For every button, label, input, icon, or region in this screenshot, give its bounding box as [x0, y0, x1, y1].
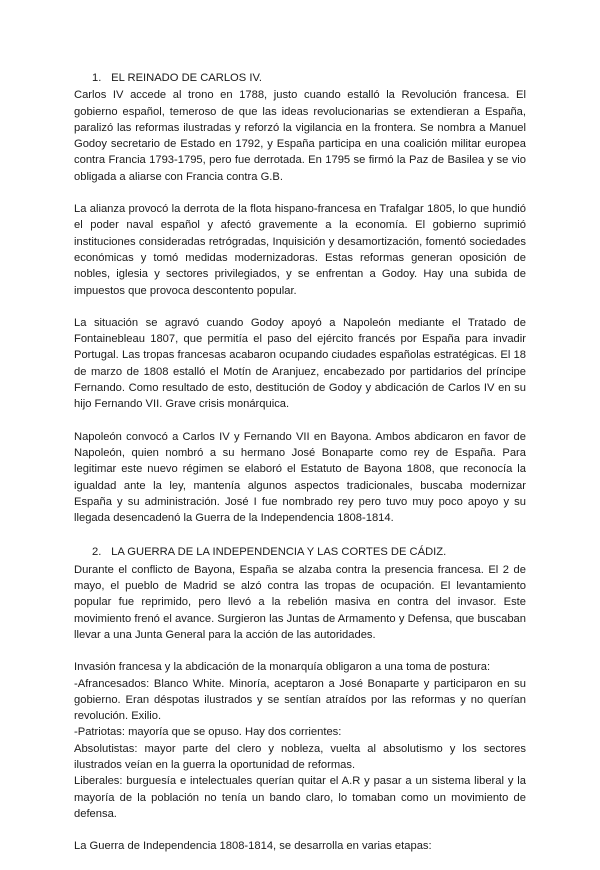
section-2-title: LA GUERRA DE LA INDEPENDENCIA Y LAS CORTES DE CÁDIZ.: [111, 546, 447, 559]
postures-intro: Invasión francesa y la abdicación de la monarquía obligaron a una toma de postura:: [74, 661, 491, 674]
section-1-paragraph-2: La alianza provocó la derrota de la flota hispano-francesa en Trafalgar 1805, lo que hundió el poder naval español y afectó gravemente a la economía. El gobierno suprimió instituciones consideradas retrógradas, Inquisición y desamortización, fomentó sociedades económicas y tomó medidas modernizadoras. Estas reformas generan oposición de nobles, iglesia y sectores privilegiados, y se enfrentan a Godoy. Hay una subida de impuestos que provoca descontento popular.: [74, 203, 526, 297]
liberales-text: Liberales: burguesía e intelectuales querían quitar el A.R y pasar a un sistema liberal y la mayoría de la población no tenía un bando claro, lo tomaban como un movimiento de defensa.: [74, 775, 526, 820]
section-1-paragraph-3: La situación se agravó cuando Godoy apoyó a Napoleón mediante el Tratado de Fontainebleau 1807, que permitía el paso del ejército francés por España para invadir Portugal. Las tropas francesas acabaron ocupando ciudades españolas estratégicas. El 18 de marzo de 1808 estalló el Motín de Aranjuez, encabezado por partidarios del príncipe Fernando. Como resultado de esto, destitución de Godoy y abdicación de Carlos IV en su hijo Fernando VII. Grave crisis monárquica.: [74, 316, 526, 411]
closing-paragraph: La Guerra de Independencia 1808-1814, se desarrolla en varias etapas:: [74, 840, 432, 853]
section-1-paragraph-4: Napoleón convocó a Carlos IV y Fernando VII en Bayona. Ambos abdicaron en favor de Napoleón, quien nombró a su hermano José Bonaparte como rey de España. Para legitimar este nuevo régimen se elaboró el Estatuto de Bayona 1808, que reconocía la igualdad ante la ley, mantenía algunos aspectos tradicionales, buscaba modernizar España y su administración. José I fue nombrado rey pero tuvo muy poco apoyo y su llegada desencadenó la Guerra de la Independencia 1808-1814.: [74, 430, 526, 525]
section-1-paragraph-1: Carlos IV accede al trono en 1788, justo cuando estalló la Revolución francesa. El gobierno español, temeroso de que las ideas revolucionarias se extendieran a España, paralizó las reformas ilustradas y reforzó la vigilancia en la frontera. Se nombra a Manuel Godoy secretario de Estado en 1792, y España participa en una coalición militar europea contra Francia 1793-1795, pero fue derrotada. En 1795 se firmó la Paz de Basilea y se vio obligada a aliarse con Francia contra G.B.: [74, 89, 526, 183]
section-2-number: 2.: [92, 546, 102, 559]
section-1-heading: [74, 70, 526, 86]
patriotas-text: -Patriotas: mayoría que se opuso. Hay dos corrientes:: [74, 726, 342, 739]
postures-block: [74, 659, 526, 822]
section-2-heading: [74, 544, 526, 560]
absolutistas-text: Absolutistas: mayor parte del clero y nobleza, vuelta al absolutismo y los sectores ilustrados veían en la guerra la oportunidad de reformas.: [74, 742, 526, 771]
section-1-number: 1.: [92, 72, 102, 84]
section-1-title: EL REINADO DE CARLOS IV.: [111, 72, 262, 84]
document-content: [74, 70, 526, 870]
section-2-paragraph-1: Durante el conflicto de Bayona, España se alzaba contra la presencia francesa. El 2 de mayo, el pueblo de Madrid se alzó contra las tropas de ocupación. El levantamiento popular fue reprimido, pero llevó a la rebelión masiva en contra del invasor. Este movimiento frenó el avance. Surgieron las Juntas de Armamento y Defensa, que buscaban llevar a una Junta General para la acción de las autoridades.: [74, 563, 526, 641]
afrancesados-text: -Afrancesados: Blanco White. Minoría, aceptaron a José Bonaparte y participaron en su gobierno. Eran déspotas ilustrados y se sentían atraídos por las reformas y no querían revolución. Exilio.: [74, 677, 526, 723]
